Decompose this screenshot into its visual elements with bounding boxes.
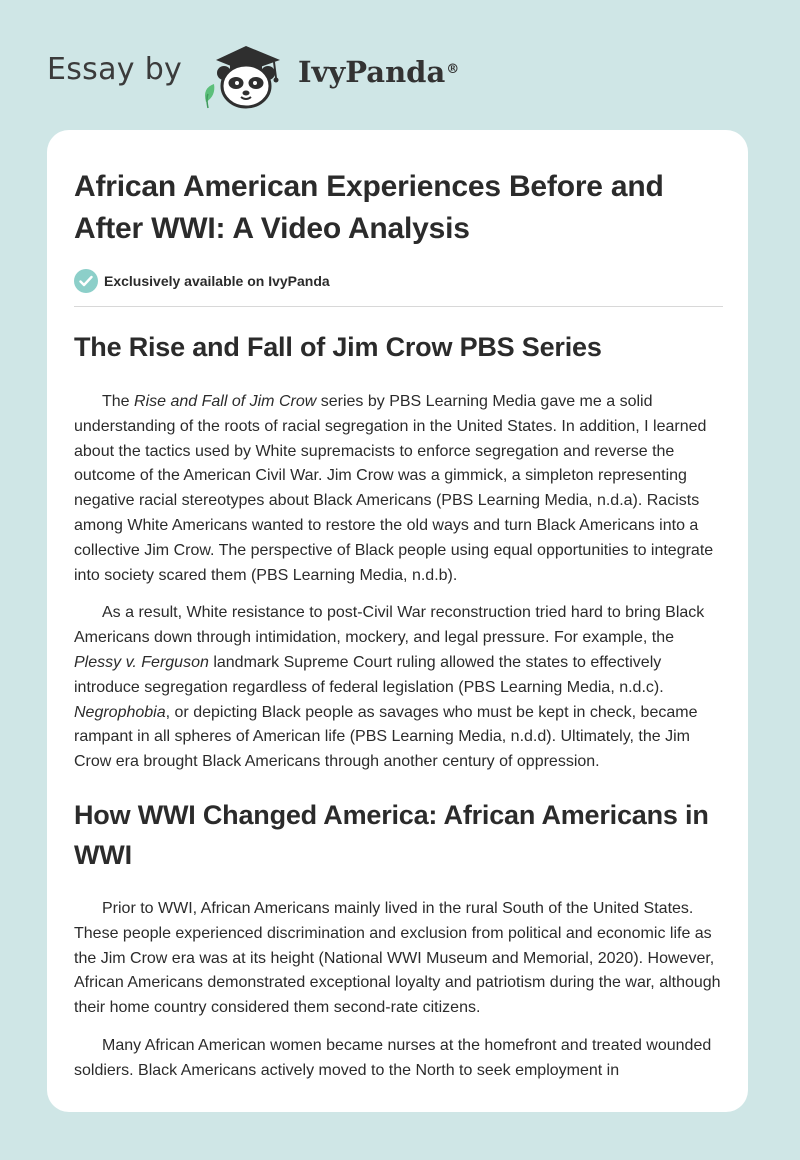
paragraph: Many African American women became nurses at the homefront and treated wounded soldiers. Black Americans actively moved to the North to seek employment in bbox=[74, 1036, 712, 1079]
section-heading: How WWI Changed America: African Americans in WWI bbox=[74, 799, 709, 870]
article-card bbox=[47, 130, 748, 1112]
paragraph: As a result, White resistance to post-Civil War reconstruction tried hard to bring Black Americans down through intimidation, mockery, and legal pressure. For example, the Plessy v. Ferguson landmark Supreme Court ruling allowed the states to effectively introduce segregation regardless of federal legislation (PBS Learning Media, n.d.c). Negrophobia, or depicting Black people as savages who must be kept in check, became rampant in all spheres of American life (PBS Learning Media, n.d.d). Ultimately, the Jim Crow era brought Black Americans through another century of oppression. bbox=[74, 604, 705, 771]
section-heading: The Rise and Fall of Jim Crow PBS Series bbox=[74, 332, 602, 362]
title-divider bbox=[74, 306, 723, 307]
exclusive-label: Exclusively available on IvyPanda bbox=[104, 273, 330, 289]
site-header bbox=[0, 0, 800, 130]
brand-name: IvyPanda® bbox=[298, 55, 460, 89]
section-body bbox=[74, 897, 723, 1084]
panda-graduation-icon bbox=[200, 40, 292, 110]
exclusive-badge bbox=[74, 268, 723, 294]
section-body bbox=[74, 390, 723, 775]
paragraph: The Rise and Fall of Jim Crow series by PBS Learning Media gave me a solid understanding of the roots of racial segregation in the United States. In addition, I learned about the tactics used by White supremacists to enforce segregation and reverse the outcome of the American Civil War. Jim Crow was a gimmick, a simpleton representing negative racial stereotypes about Black Americans (PBS Learning Media, n.d.a). Racists among White Americans wanted to restore the old ways and turn Black Americans into a collective Jim Crow. The perspective of Black people using equal opportunities to integrate into society scared them (PBS Learning Media, n.d.b). bbox=[74, 393, 714, 584]
essay-by-label: Essay by bbox=[47, 52, 183, 87]
article-title: African American Experiences Before and After WWI: A Video Analysis bbox=[74, 170, 664, 245]
paragraph: Prior to WWI, African Americans mainly lived in the rural South of the United States. These people experienced discrimination and exclusion from political and economic life as the Jim Crow era was at its height (National WWI Museum and Memorial, 2020). However, African Americans demonstrated exceptional loyalty and patriotism during the war, although their home country considered them second-rate citizens. bbox=[74, 899, 721, 1017]
registered-mark: ® bbox=[446, 62, 460, 77]
article-content bbox=[74, 166, 723, 1084]
checkmark-icon bbox=[74, 269, 98, 293]
